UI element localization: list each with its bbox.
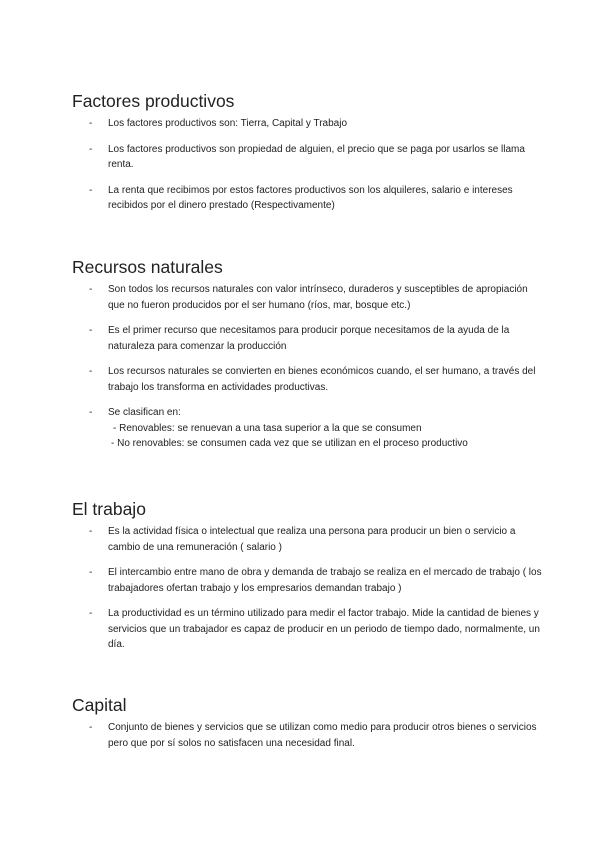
list-item: - Son todos los recursos naturales con valor intrínseco, duraderos y susceptibles de apropiación que no fueron producidos por el ser humano (ríos, mar, bosque etc.): [89, 284, 528, 311]
list-item: - Los recursos naturales se convierten en bienes económicos cuando, el ser humano, a través del trabajo los transforma en actividades productivas.: [89, 366, 536, 393]
section-title: Capital: [72, 695, 127, 715]
list-item: - Conjunto de bienes y servicios que se utilizan como medio para producir otros bienes o servicios pero que por sí solos no satisfacen una necesidad final.: [89, 722, 537, 749]
section-title: Factores productivos: [72, 91, 235, 111]
sub-item-no-renovables: - No renovables: se consumen cada vez que se utilizan en el proceso productivo: [111, 438, 468, 449]
section-capital: [72, 694, 542, 751]
list-item: - Los factores productivos son: Tierra, Capital y Trabajo: [89, 118, 348, 129]
sub-item-renovables: - Renovables: se renuevan a una tasa superior a la que se consumen: [113, 422, 422, 434]
section-recursos-naturales: [72, 256, 542, 452]
list-item: - Los factores productivos son propiedad de alguien, el precio que se paga por usarlos se llama renta.: [89, 143, 525, 170]
list-item: - La productividad es un término utilizado para medir el factor trabajo. Mide la cantidad de bienes y servicios que un trabajador es capaz de producir en un periodo de tiempo dado, normalmente, un día.: [89, 608, 540, 650]
section-title: Recursos naturales: [72, 257, 223, 277]
list-item: - El intercambio entre mano de obra y demanda de trabajo se realiza en el mercado de trabajo ( los trabajadores ofertan trabajo y los empresarios demandan trabajo ): [89, 567, 542, 594]
section-title: El trabajo: [72, 499, 146, 519]
list-item: - Se clasifican en: - Renovables: se renuevan a una tasa superior a la que se consumen - No renovables: se consumen cada vez que se utilizan en el proceso productivo: [72, 405, 542, 452]
section-el-trabajo: [72, 498, 542, 653]
section-factores-productivos: [72, 90, 542, 214]
list-item: - Es el primer recurso que necesitamos para producir porque necesitamos de la ayuda de la naturaleza para comenzar la producción: [89, 325, 510, 352]
list-item: - Es la actividad física o intelectual que realiza una persona para producir un bien o servicio a cambio de una remuneración ( salario ): [89, 526, 516, 553]
list-item: - La renta que recibimos por estos factores productivos son los alquileres, salario e intereses recibidos por el dinero prestado (Respectivamente): [89, 184, 513, 211]
